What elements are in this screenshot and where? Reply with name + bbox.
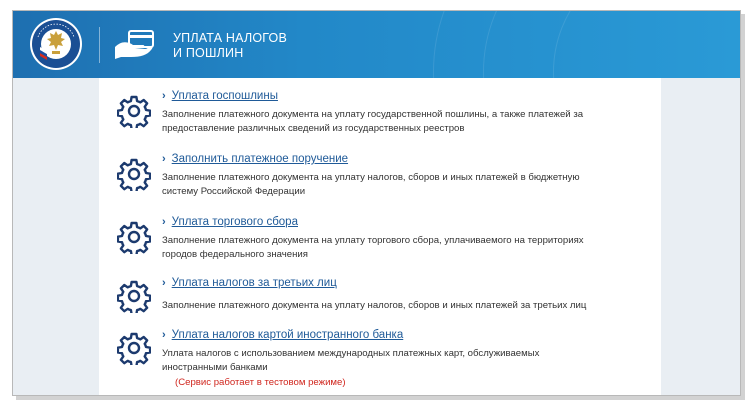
service-link-label: Уплата торгового сбора [171,216,298,228]
page-title-line-1: УПЛАТА НАЛОГОВ [173,31,288,45]
gear-icon [117,94,151,128]
chevron-right-icon: › [162,216,166,228]
right-gutter [661,78,740,395]
site-header [13,11,740,78]
fns-emblem-logo[interactable] [29,17,83,71]
left-gutter [13,78,99,395]
test-mode-notice: (Сервис работает в тестовом режиме) [175,377,346,388]
gear-icon [117,157,151,191]
window-frame [12,10,741,396]
gear-icon [117,331,151,365]
chevron-right-icon: › [162,329,166,341]
page-title [173,31,373,61]
services-list [99,78,661,395]
service-link-foreign-card[interactable] [162,329,403,341]
service-link-trade-fee[interactable] [162,216,298,228]
service-link-label: Заполнить платежное поручение [171,153,349,165]
header-divider [99,27,100,63]
chevron-right-icon: › [162,277,166,289]
service-link-state-duty[interactable] [162,90,278,102]
service-description: Уплата налогов с использованием международных платежных карт, обслуживаемых иностранными банками [162,348,540,373]
chevron-right-icon: › [162,90,166,102]
service-link-third-parties[interactable] [162,277,337,289]
service-description: Заполнение платежного документа на уплату торгового сбора, уплачиваемого на территориях городов федерального значения [162,235,584,260]
service-description: Заполнение платежного документа на уплату налогов, сборов и иных платежей за третьих лиц [162,300,587,311]
service-link-label: Уплата налогов за третьих лиц [171,277,337,289]
service-description: Заполнение платежного документа на уплату государственной пошлины, а также платежей за предоставление различных сведений из государственных реестров [162,109,584,134]
chevron-right-icon: › [162,153,166,165]
gear-icon [117,279,151,313]
service-link-label: Уплата госпошлины [171,90,278,102]
service-description: Заполнение платежного документа на уплату налогов, сборов и иных платежей в бюджетную систему Российской Федерации [162,172,580,197]
page-title-line-2: И ПОШЛИН [173,46,244,60]
service-link-label: Уплата налогов картой иностранного банка [171,329,404,341]
card-payment-icon [111,27,157,61]
service-link-payment-order[interactable] [162,153,348,165]
gear-icon [117,220,151,254]
